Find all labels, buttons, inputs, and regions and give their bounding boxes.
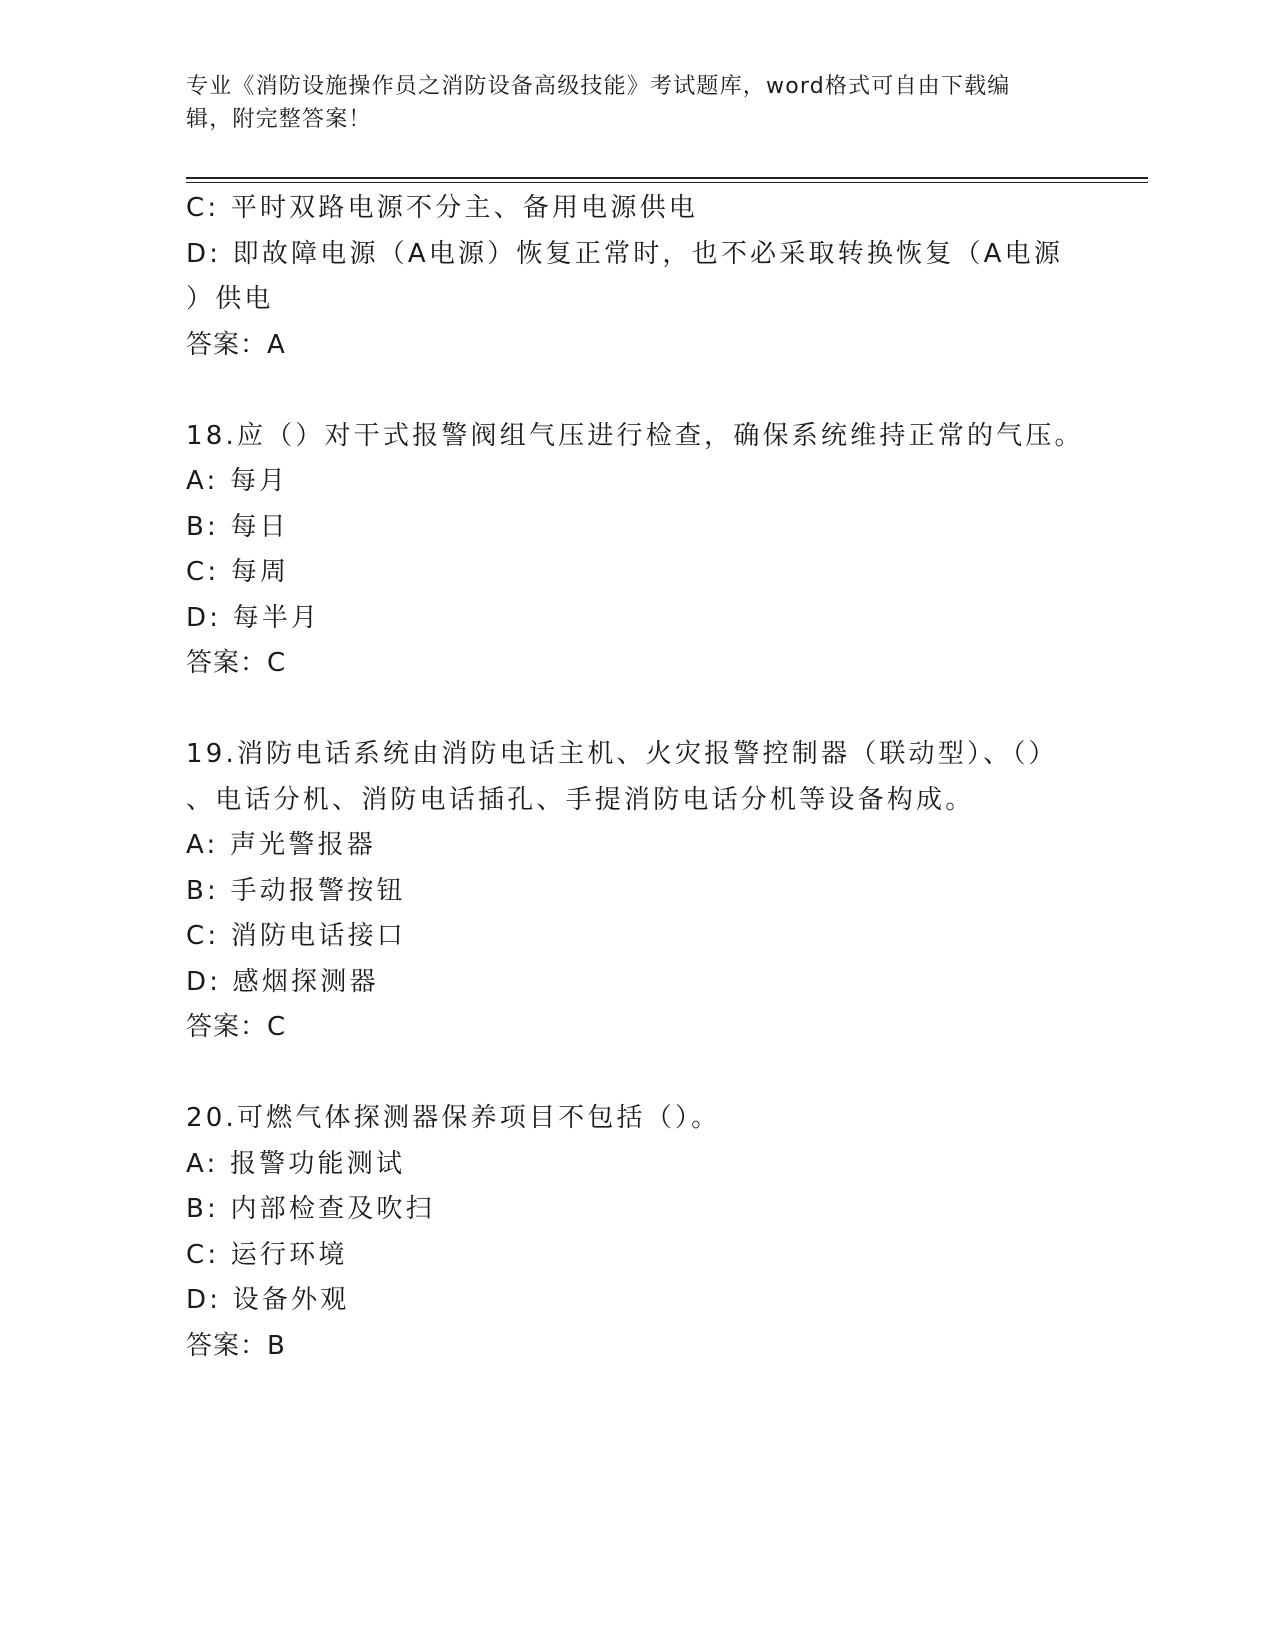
option-c: C: 运行环境 <box>186 1239 348 1270</box>
option-d: D: 每半月 <box>186 602 321 633</box>
question-stem: 20.可燃气体探测器保养项目不包括（）。 <box>186 1103 721 1133</box>
spacer <box>186 687 1086 733</box>
document-header <box>186 70 1066 136</box>
option-b: B: 内部检查及吹扫 <box>186 1194 435 1224</box>
question-body <box>186 186 1086 1369</box>
question-19 <box>186 732 1086 1051</box>
header-line-2: 辑，附完整答案！ <box>186 107 372 132</box>
spacer <box>186 368 1086 414</box>
answer: 答案：C <box>186 648 287 678</box>
answer: 答案：B <box>186 1330 286 1361</box>
spacer <box>186 1051 1086 1097</box>
option-a: A: 报警功能测试 <box>186 1148 406 1179</box>
question-stem-line-2: 、电话分机、消防电话插孔、手提消防电话分机等设备构成。 <box>186 784 975 815</box>
option-d: D: 设备外观 <box>186 1285 350 1315</box>
header-divider-thin <box>186 182 1148 183</box>
prev-question <box>186 186 1086 368</box>
option-d: D: 感烟探测器 <box>186 966 379 997</box>
question-20 <box>186 1096 1086 1369</box>
option-d-line-2: ）供电 <box>186 284 274 314</box>
option-a: A: 每月 <box>186 466 289 496</box>
option-c: C: 每周 <box>186 557 290 587</box>
option-a: A: 声光警报器 <box>186 830 376 860</box>
option-c: C: 消防电话接口 <box>186 921 406 951</box>
answer: 答案：C <box>186 1012 287 1042</box>
option-d-line-1: D: 即故障电源（A电源）恢复正常时，也不必采取转换恢复（A电源 <box>186 238 1064 269</box>
header-divider-thick <box>186 177 1148 179</box>
option-b: B: 每日 <box>186 511 289 542</box>
option-c: C: 平时双路电源不分主、备用电源供电 <box>186 193 698 223</box>
question-stem-line-1: 19.消防电话系统由消防电话主机、火灾报警控制器（联动型）、（） <box>186 739 1058 769</box>
option-b: B: 手动报警按钮 <box>186 875 406 906</box>
answer: 答案：A <box>186 329 286 360</box>
question-stem: 18.应（）对干式报警阀组气压进行检查，确保系统维持正常的气压。 <box>186 420 1084 451</box>
header-line-1: 专业《消防设施操作员之消防设备高级技能》考试题库，word格式可自由下载编 <box>186 74 1011 99</box>
question-18 <box>186 414 1086 687</box>
